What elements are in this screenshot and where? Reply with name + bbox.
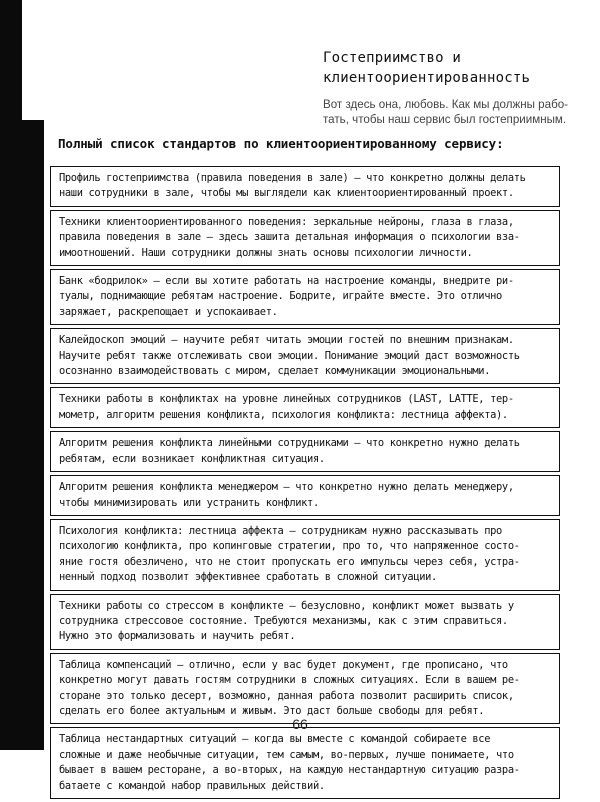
standard-item-line: бывает в вашем ресторане, а во-вторых, на каждую нестандартную ситуацию разра- (59, 764, 520, 777)
standard-item-line: Алгоритм решения конфликта менеджером — что конкретно нужно делать менеджеру, (59, 481, 514, 494)
standard-item-line: Техники клиентоориентированного поведения: зеркальные нейроны, глаза в глаза, (59, 215, 514, 228)
standard-item-line: Техники работы со стрессом в конфликте — безусловно, конфликт может вызвать у (59, 599, 514, 612)
standards-list (50, 166, 560, 802)
standard-item (50, 431, 560, 472)
standard-item-line: Научите ребят также отслеживать свои эмоции. Понимание эмоций даст возможность (59, 349, 520, 362)
standard-item-line: Нужно это формализовать и научить ребят. (59, 630, 296, 643)
page-number: 66 (292, 716, 308, 732)
standard-item-line: Калейдоскоп эмоций — научите ребят читать эмоции гостей по внешним признакам. (59, 334, 514, 347)
standard-item (50, 727, 560, 799)
standard-item-line: Психология конфликта: лестница аффекта — сотрудникам нужно рассказывать про (59, 524, 502, 537)
standard-item-line: мометр, алгоритм решения конфликта, психология конфликта: лестница аффекта). (59, 408, 508, 421)
section-title-line: клиентоориентированность (323, 70, 531, 86)
standard-item-line: Профиль гостеприимства (правила поведения в зале) — что конкретно должны делать (59, 172, 526, 184)
standard-item-line: сложные и даже необычные ситуации, тем самым, во-первых, лучше понимаете, что (59, 748, 514, 761)
standard-item-line: психологию конфликта, про копинговые стратегии, про то, что напряженное состо- (59, 540, 520, 553)
standard-item (50, 269, 560, 325)
standard-item-line: Алгоритм решения конфликта линейными сотрудниками — что конкретно нужно делать (59, 437, 520, 450)
section-title (323, 48, 583, 88)
standard-item (50, 210, 560, 266)
standard-item-line: батаете с командой набор правильных действий. (59, 779, 325, 792)
standard-item-line: сторане это только десерт, возможно, данная работа позволит расширить список, (59, 689, 514, 702)
standard-item-line: яние гостя обезличено, что не стоит пропускать его импульсы через себя, устра- (59, 555, 520, 568)
page-edge-bar-top (0, 0, 22, 120)
standard-item (50, 519, 560, 591)
intro-line: Вот здесь она, любовь. Как мы должны рабо- (323, 98, 569, 111)
standard-item-line: Таблица нестандартных ситуаций — когда вы вместе с командой собираете все (59, 733, 491, 746)
standard-item (50, 387, 560, 428)
standard-item-line: ребятам, если возникает конфликтная ситуация. (59, 452, 325, 465)
standard-item-line: имоотношений. Наши сотрудники должны знать основы психологии личности. (59, 246, 473, 259)
standard-item-line: осознанно взаимодействовать с миром, сделает коммуникации эмоциональными. (59, 365, 491, 378)
list-title: Полный список стандартов по клиентоориентированному сервису: (58, 136, 504, 151)
standard-item (50, 594, 560, 650)
standard-item-line: сделать его более актуальным и живым. Это даст больше свободы для ребят. (59, 704, 485, 717)
intro-text (323, 97, 583, 127)
standard-item (50, 166, 560, 207)
standard-item-line: ненный подход позволит эффективнее сработать в сложной ситуации. (59, 571, 437, 584)
standard-item-line: Таблица компенсаций — отлично, если у вас будет документ, где прописано, что (59, 658, 508, 671)
standard-item-line: правила поведения в зале — здесь зашита детальная информация о психологии вза- (59, 231, 520, 244)
standard-item-line: наши сотрудники в зале, чтобы мы выглядели как клиентоориентированный проект. (59, 187, 514, 200)
standard-item-line: конкретно могут давать гостям сотрудники в сложных ситуациях. Если в вашем ре- (59, 674, 520, 687)
standard-item-line: сотрудника стрессовое состояние. Требуются механизмы, как с этим справиться. (59, 614, 508, 627)
standard-item-line: заряжает, раскрепощает и успокаивает. (59, 305, 278, 318)
page-edge-bar (0, 120, 44, 750)
standard-item-line: Техники работы в конфликтах на уровне линейных сотрудников (LAST, LATTE, тер- (59, 393, 514, 406)
standard-item-line: Банк «бодрилок» — если вы хотите работать на настроение команды, внедрите ри- (59, 275, 514, 288)
standard-item (50, 475, 560, 516)
standard-item-line: туалы, поднимающие ребятам настроение. Бодрите, играйте вместе. Это отлично (59, 290, 502, 303)
intro-line: тать, чтобы наш сервис был гостеприимным. (323, 113, 567, 126)
standard-item (50, 328, 560, 384)
standard-item (50, 653, 560, 725)
section-title-line: Гостеприимство и (323, 50, 462, 66)
standard-item-line: чтобы минимизировать или устранить конфликт. (59, 496, 319, 509)
